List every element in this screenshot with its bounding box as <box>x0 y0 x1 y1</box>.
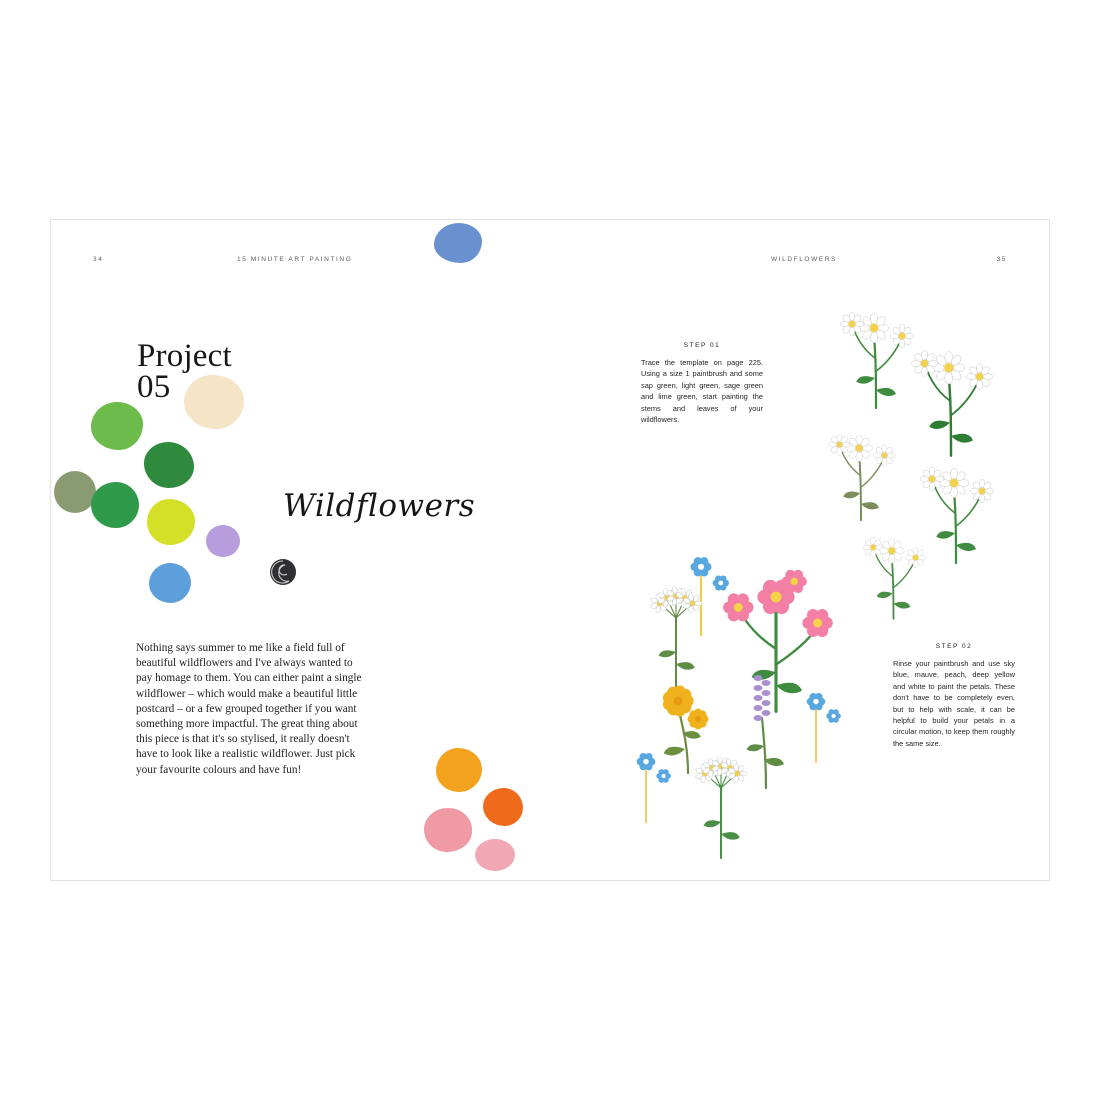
white-daisy-lower-right <box>851 510 936 626</box>
step-block-01 <box>641 342 763 425</box>
step-label-02: STEP 02 <box>935 643 973 650</box>
white-umbel-bottom <box>671 730 771 865</box>
folio-left-page-number: 34 <box>93 256 104 263</box>
blue-small-right <box>776 660 856 769</box>
olive-blob <box>54 471 96 513</box>
step-text-02: Rinse your paintbrush and use sky blue, mauve, peach, deep yellow and white to paint the petals. These don't have to be completely even, but to help with scale, it can be helpful to build your petals in a circular motion, to keep them roughly the same size. <box>893 659 1015 748</box>
orange-blob <box>436 748 482 792</box>
intro-paragraph: Nothing says summer to me like a field full of beautiful wildflowers and I've always wanted to pay homage to them. You can either paint a single wildflower – which would make a beautiful little postcard – or a few grouped together if you want something more impactful. The great thing about this piece is that it's so stylised, it really doesn't have to look like a realistic wildflower. Just pick your favourite colours and have fun! <box>136 642 362 776</box>
running-head-left: 15 MINUTE ART PAINTING <box>237 256 353 263</box>
page-title <box>137 338 232 405</box>
charcoal-swirl-icon <box>263 552 303 592</box>
folio-right-page-number: 35 <box>996 256 1007 263</box>
book-page-spread <box>50 219 1050 881</box>
pink-blob-2 <box>475 839 515 871</box>
green-blob-1 <box>91 402 143 450</box>
step-block-02 <box>893 643 1015 749</box>
step-text-01: Trace the template on page 225. Using a size 1 paintbrush and some sap green, light green, sage green and lime green, start painting the stems and leaves of your wildflowers. <box>641 358 763 425</box>
green-blob-3 <box>91 482 139 528</box>
lime-blob <box>147 499 195 545</box>
pink-blob <box>424 808 472 852</box>
artwork-title: Wildflowers <box>283 488 476 524</box>
project-number: 05 <box>137 369 171 405</box>
step-label-01: STEP 01 <box>683 342 721 349</box>
green-blob-2 <box>144 442 194 488</box>
lilac-blob <box>206 525 240 557</box>
blue-blob-top <box>434 223 482 263</box>
orange-blob-2 <box>483 788 523 826</box>
blue-blob-2 <box>149 563 191 603</box>
white-daisy-single <box>816 405 906 527</box>
project-label: Project <box>137 338 232 374</box>
running-head-right: WILDFLOWERS <box>771 256 837 263</box>
